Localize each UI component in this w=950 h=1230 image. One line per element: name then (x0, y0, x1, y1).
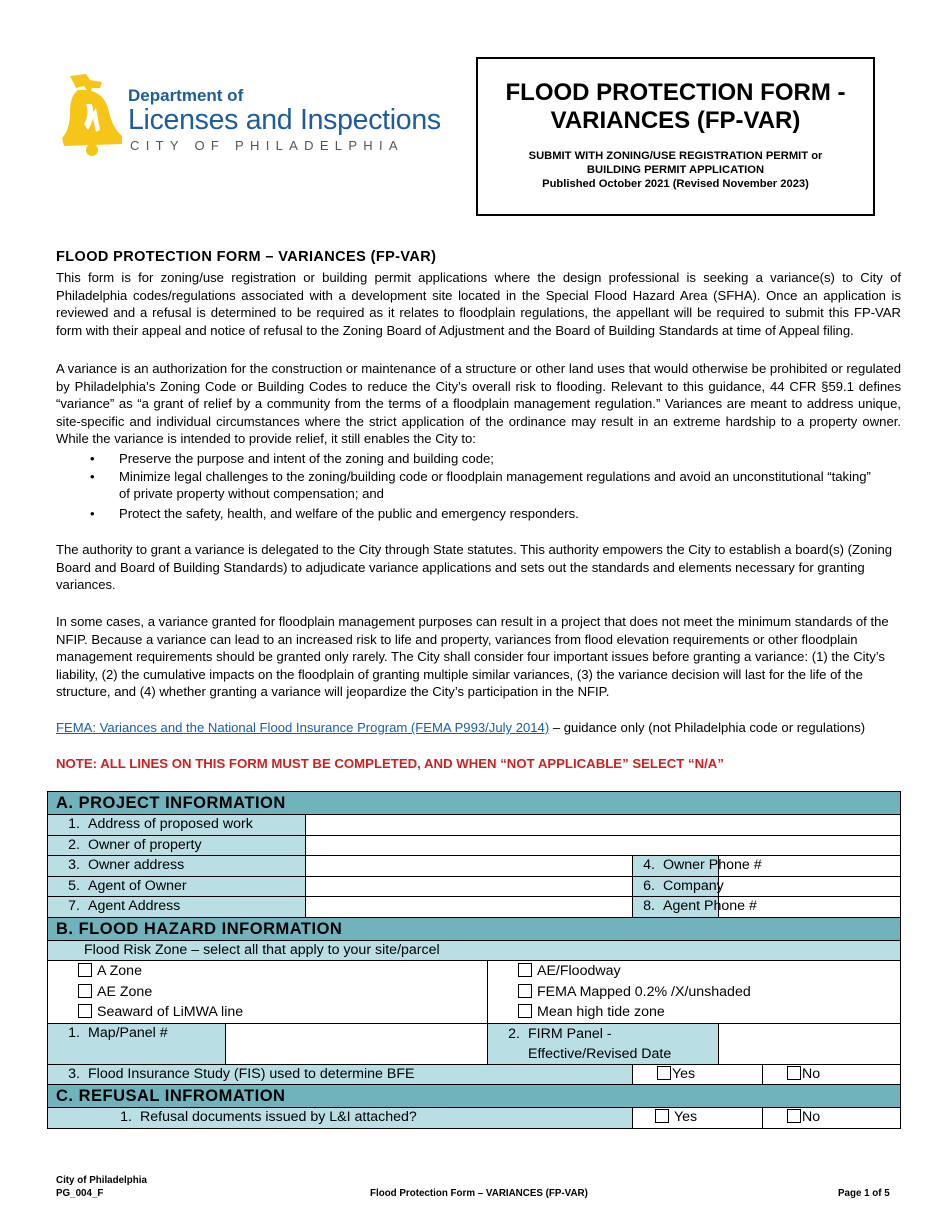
fema-reference: FEMA: Variances and the National Flood Insurance Program (FEMA P993/July 2014) – guidance only (not Philadelphia code or regulations) (56, 720, 866, 735)
logo-line-3: CITY OF PHILADELPHIA (130, 138, 404, 153)
section-heading: FLOOD PROTECTION FORM – VARIANCES (FP-VAR) (56, 249, 437, 265)
section-a-header: A. PROJECT INFORMATION (48, 792, 901, 815)
section-c-header: C. REFUSAL INFROMATION (48, 1085, 901, 1108)
published-date: Published October 2021 (Revised November 2023) (542, 178, 809, 190)
refusal-label: 1. Refusal documents issued by L&I attached? (48, 1108, 633, 1129)
liberty-bell-icon (56, 74, 126, 158)
footer-center: Flood Protection Form – VARIANCES (FP-VAR) (370, 1188, 588, 1199)
fis-yes-option[interactable]: Yes (633, 1064, 763, 1085)
agent-input[interactable] (306, 876, 633, 897)
firm-date-input[interactable] (719, 1023, 901, 1064)
owner-address-label: 3. Owner address (48, 856, 306, 877)
zone-fema-option[interactable]: FEMA Mapped 0.2% /X/unshaded (488, 982, 900, 1003)
map-panel-input[interactable] (226, 1023, 488, 1064)
bullet-icon: • (90, 505, 95, 521)
map-panel-row (48, 1023, 901, 1064)
checkbox[interactable] (518, 963, 532, 977)
form-title-box (476, 57, 875, 216)
table-row (48, 897, 901, 918)
footer-code: PG_004_F (56, 1187, 104, 1199)
table-row (48, 815, 901, 836)
footer-left (56, 1175, 147, 1200)
map-panel-label: 1. Map/Panel # (48, 1023, 226, 1064)
agent-label: 5. Agent of Owner (48, 876, 306, 897)
table-row (48, 876, 901, 897)
section-b-header: B. FLOOD HAZARD INFORMATION (48, 917, 901, 940)
fema-guidance-link[interactable]: FEMA: Variances and the National Flood Insurance Program (FEMA P993/July 2014) (56, 720, 550, 735)
list-item: • Protect the safety, health, and welfare of the public and emergency responders. (90, 505, 579, 521)
bullet-icon: • (90, 468, 95, 484)
intro-paragraph-1: This form is for zoning/use registration or building permit applications where the design professional is seeking a variance(s) to City of Philadelphia codes/regulations associated with a development site located in the Special Flood Hazard Area (SFHA). Once an application is reviewed and a refusal is determined to be required as it relates to floodplain regulations, the appellant will be required to submit this FP-VAR form with their appeal and notice of refusal to the Zoning Board of Adjustment and the Board of Building Standards at time of Appeal filing. (56, 270, 901, 338)
owner-address-input[interactable] (306, 856, 633, 877)
fis-label: 3. Flood Insurance Study (FIS) used to determine BFE (48, 1064, 633, 1085)
checkbox[interactable] (78, 1004, 92, 1018)
zone-prompt: Flood Risk Zone – select all that apply to your site/parcel (48, 940, 901, 961)
fis-row (48, 1064, 901, 1085)
logo-line-2: Licenses and Inspections (128, 104, 441, 136)
owner-input[interactable] (306, 835, 901, 856)
refusal-yes-option[interactable]: Yes (633, 1108, 763, 1129)
address-label: 1. Address of proposed work (48, 815, 306, 836)
checkbox[interactable] (787, 1109, 801, 1123)
completion-note: NOTE: ALL LINES ON THIS FORM MUST BE COMPLETED, AND WHEN “NOT APPLICABLE” SELECT “N/A” (56, 756, 724, 771)
zone-limwa-option[interactable]: Seaward of LiMWA line (48, 1002, 487, 1023)
zone-a-option[interactable]: A Zone (48, 961, 487, 982)
footer-org: City of Philadelphia (56, 1175, 147, 1186)
zone-tide-option[interactable]: Mean high tide zone (488, 1002, 900, 1023)
agent-address-label: 7. Agent Address (48, 897, 306, 918)
owner-label: 2. Owner of property (48, 835, 306, 856)
firm-date-label: 2. FIRM Panel - Effective/Revised Date (488, 1023, 719, 1064)
fis-no-option[interactable]: No (763, 1064, 901, 1085)
table-row (48, 835, 901, 856)
owner-phone-label: 4. Owner Phone # (633, 856, 719, 877)
checkbox[interactable] (657, 1066, 671, 1080)
submit-instructions: SUBMIT WITH ZONING/USE REGISTRATION PERMIT or BUILDING PERMIT APPLICATION Published October 2021 (Revised November 2023) (478, 149, 873, 191)
checkbox[interactable] (78, 984, 92, 998)
refusal-row (48, 1108, 901, 1129)
address-input[interactable] (306, 815, 901, 836)
checkbox[interactable] (78, 963, 92, 977)
table-row (48, 856, 901, 877)
company-label: 6. Company (633, 876, 719, 897)
checkbox[interactable] (655, 1109, 669, 1123)
list-item: • Minimize legal challenges to the zoning/building code or floodplain management regulations and avoid an unconstitutional “taking” of private property without compensation; and (90, 468, 871, 501)
dept-logo (56, 74, 466, 158)
zone-ae-option[interactable]: AE Zone (48, 982, 487, 1003)
zone-options-right (488, 961, 901, 1024)
bullet-icon: • (90, 451, 95, 466)
checkbox[interactable] (518, 1004, 532, 1018)
intro-paragraph-2: A variance is an authorization for the construction or maintenance of a structure or other land uses that would otherwise be prohibited or regulated by Philadelphia’s Zoning Code or Building Codes to reduce the City’s overall risk to flooding. Relevant to this guidance, 44 CFR §59.1 defines “variance” as “a grant of relief by a community from the terms of a floodplain management regulation.” Variances are meant to address unique, site-specific and individual circumstances where the strict application of the ordinance may result in an extreme hardship to a property owner. While the variance is intended to provide relief, it still enables the City to: (56, 361, 901, 446)
bullet-list (56, 450, 901, 522)
agent-address-input[interactable] (306, 897, 633, 918)
zone-floodway-option[interactable]: AE/Floodway (488, 961, 900, 982)
agent-phone-label: 8. Agent Phone # (633, 897, 719, 918)
page-number: Page 1 of 5 (838, 1188, 890, 1199)
zone-options-left (48, 961, 488, 1024)
checkbox[interactable] (787, 1066, 801, 1080)
logo-line-1: Department of (128, 86, 244, 105)
refusal-no-option[interactable]: No (763, 1108, 901, 1129)
intro-paragraph-3: The authority to grant a variance is delegated to the City through State statutes. This authority empowers the City to establish a board(s) (Zoning Board and Board of Building Standards) to adjudicate variance applications and sets out the standards and elements necessary for granting variances. (56, 542, 893, 592)
form-title: FLOOD PROTECTION FORM - VARIANCES (FP-VAR) (505, 79, 846, 134)
list-item: • Preserve the purpose and intent of the zoning and building code; (90, 451, 494, 466)
company-input[interactable] (719, 876, 901, 897)
checkbox[interactable] (518, 984, 532, 998)
intro-paragraph-4: In some cases, a variance granted for floodplain management purposes can result in a project that does not meet the minimum standards of the NFIP. Because a variance can lead to an increased risk to life and property, variances from flood elevation requirements or other floodplain management requirements should be granted only rarely. The City shall consider four important issues before granting a variance: (1) the City’s liability, (2) the cumulative impacts on the floodplain of granting multiple similar variances, (3) the variance decision will last for the life of the structure, and (4) whether granting a variance will jeopardize the City’s participation in the NFIP. (56, 614, 889, 699)
zone-options-row (48, 961, 901, 1024)
variance-form (47, 791, 900, 1129)
